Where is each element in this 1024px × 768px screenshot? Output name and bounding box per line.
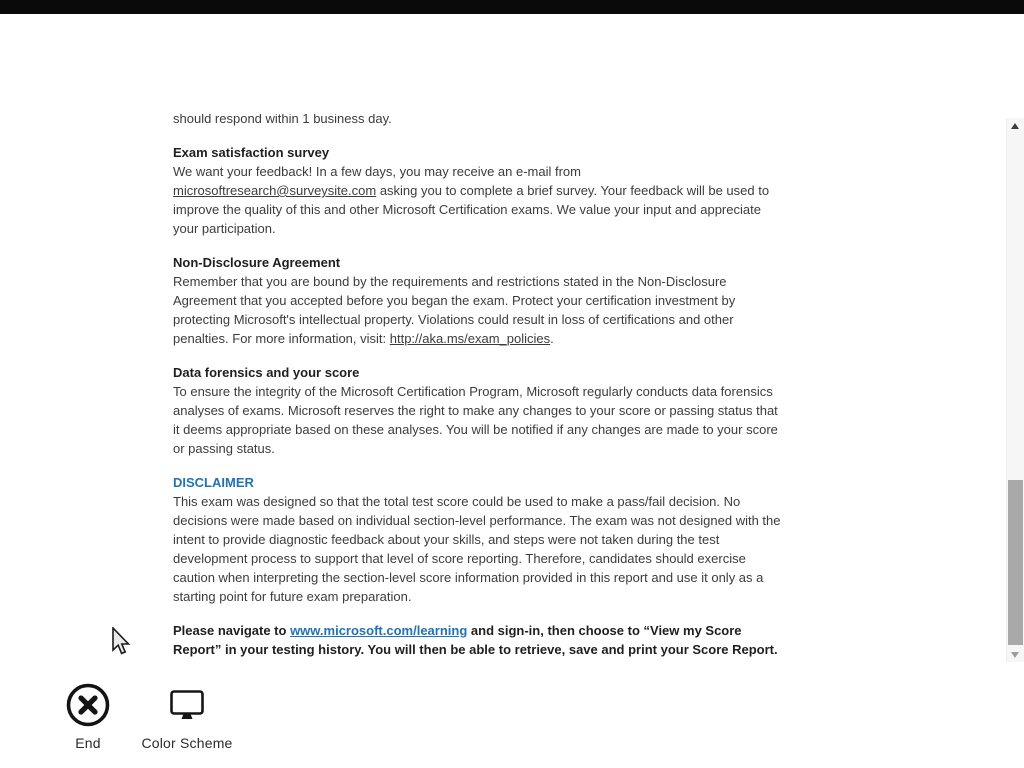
doc-line [173, 272, 845, 291]
scrollbar-thumb[interactable] [1008, 480, 1023, 645]
color-scheme-button-label: Color Scheme [141, 735, 233, 751]
doc-line [173, 363, 845, 382]
doc-text-run: protecting Microsoft's intellectual property. Violations could result in loss of certifications and other [173, 312, 734, 327]
microsoft-learning-link[interactable]: www.microsoft.com/learning [290, 623, 468, 638]
doc-line [173, 181, 845, 200]
doc-line [173, 219, 845, 238]
circle-x-icon [65, 682, 111, 728]
color-scheme-button[interactable] [131, 681, 243, 751]
doc-text-run: Remember that you are bound by the requirements and restrictions stated in the Non-Disclosure [173, 274, 727, 289]
doc-text-run: Exam satisfaction survey [173, 145, 330, 160]
doc-text-run: . [550, 331, 554, 346]
doc-text-run: decisions were made based on individual section-level performance. The exam was not designed with the [173, 513, 781, 528]
doc-block [173, 363, 845, 458]
doc-block [173, 114, 845, 128]
doc-text-run: caution when interpreting the section-level score information provided in this report and use it only as a [173, 570, 764, 585]
doc-line [173, 473, 845, 492]
score-report-document [0, 114, 1000, 666]
scroll-down-arrow-icon [1011, 652, 1019, 658]
doc-text-run: or passing status. [173, 441, 275, 456]
surveysite-email-link[interactable]: microsoftresearch@surveysite.com [173, 183, 377, 198]
doc-text-run: Please navigate to [173, 623, 291, 638]
doc-line [173, 549, 845, 568]
doc-line [173, 162, 845, 181]
doc-line [173, 530, 845, 549]
doc-block [173, 473, 845, 606]
doc-line [173, 200, 845, 219]
doc-text-run: your participation. [173, 221, 276, 236]
end-button[interactable] [58, 681, 118, 751]
doc-line [173, 310, 845, 329]
doc-line [173, 329, 845, 348]
doc-text-run: it deems appropriate based on these analyses. You will be notified if any changes are made to your score [173, 422, 778, 437]
doc-line [173, 492, 845, 511]
scroll-down-button[interactable] [1007, 646, 1024, 662]
doc-block [173, 621, 845, 659]
doc-line [173, 439, 845, 458]
doc-text-run: Agreement that you accepted before you began the exam. Protect your certification investment by [173, 293, 736, 308]
doc-line [173, 114, 845, 128]
doc-text-run: Data forensics and your score [173, 365, 360, 380]
doc-line [173, 568, 845, 587]
doc-line [173, 382, 845, 401]
doc-text-run: DISCLAIMER [173, 475, 254, 490]
doc-text-run: Report” in your testing history. You will then be able to retrieve, save and print your Score Report. [173, 642, 778, 657]
scroll-up-arrow-icon [1011, 123, 1019, 129]
scroll-up-button[interactable] [1007, 118, 1024, 134]
doc-text-run: improve the quality of this and other Microsoft Certification exams. We value your input and appreciate [173, 202, 761, 217]
doc-line [173, 143, 845, 162]
doc-text-run: analyses of exams. Microsoft reserves the right to make any changes to your score or passing status that [173, 403, 778, 418]
doc-line [173, 587, 845, 606]
doc-text-run: and sign-in, then choose to “View my Score [467, 623, 742, 638]
top-bar [0, 0, 1024, 14]
doc-line [173, 621, 845, 640]
doc-text-run: starting point for future exam preparation. [173, 589, 412, 604]
doc-line [173, 401, 845, 420]
doc-block [173, 143, 845, 238]
document-text [0, 114, 845, 659]
doc-text-run: should respond within 1 business day. [173, 114, 392, 126]
doc-text-run: asking you to complete a brief survey. Your feedback will be used to [376, 183, 770, 198]
doc-line [173, 253, 845, 272]
doc-line [173, 511, 845, 530]
doc-line [173, 291, 845, 310]
doc-text-run: This exam was designed so that the total test score could be used to make a pass/fail decision. No [173, 494, 741, 509]
doc-text-run: Non-Disclosure Agreement [173, 255, 341, 270]
vertical-scrollbar[interactable] [1006, 118, 1024, 662]
monitor-icon [169, 689, 205, 720]
doc-text-run: We want your feedback! In a few days, you may receive an e-mail from [173, 164, 581, 179]
doc-text-run: intent to provide diagnostic feedback about your skills, and steps were not taken during the test [173, 532, 720, 547]
doc-text-run: penalties. For more information, visit: [173, 331, 390, 346]
doc-line [173, 420, 845, 439]
exam-policies-link[interactable]: http://aka.ms/exam_policies [389, 331, 551, 346]
doc-line [173, 640, 845, 659]
doc-text-run: To ensure the integrity of the Microsoft Certification Program, Microsoft regularly conducts data forensics [173, 384, 773, 399]
doc-block [173, 253, 845, 348]
end-button-label: End [75, 735, 101, 751]
doc-text-run: development process to support that level of score reporting. Therefore, candidates should exercise [173, 551, 746, 566]
